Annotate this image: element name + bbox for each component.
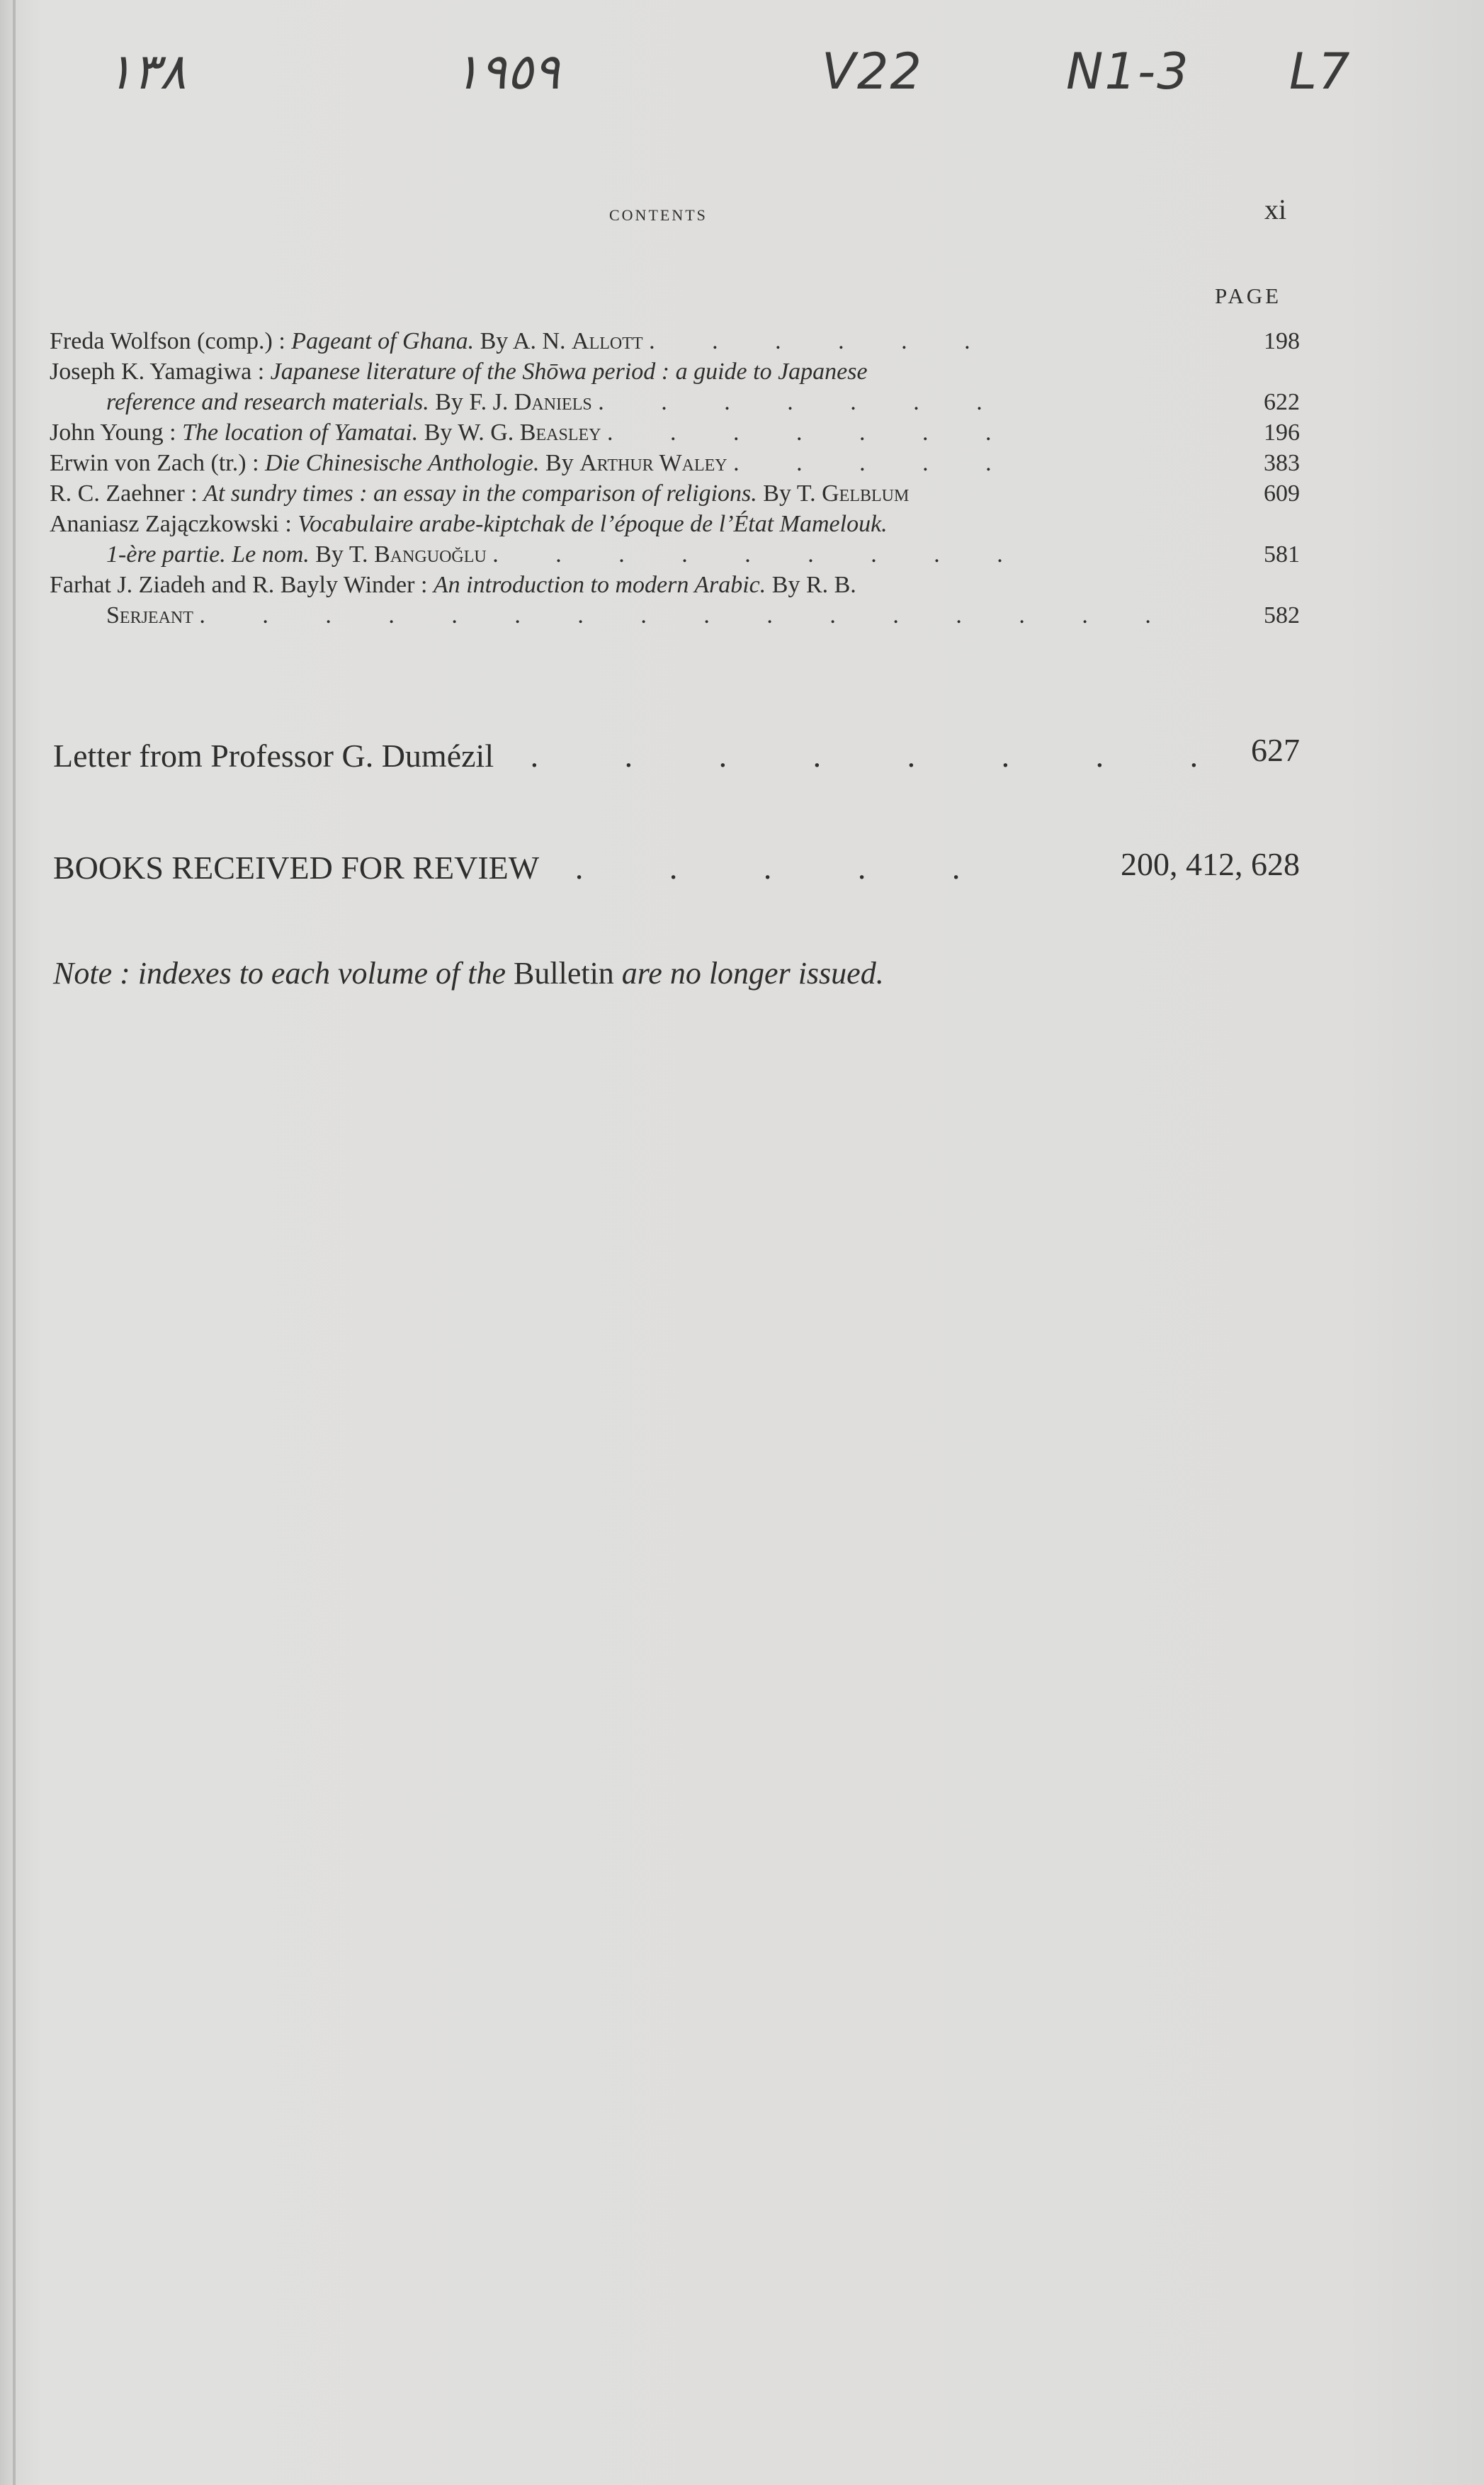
handwritten-annotations xyxy=(0,28,1484,135)
entry-author: John Young : xyxy=(50,419,176,446)
entry-page: 196 xyxy=(1264,419,1300,446)
entry-author: Ananiasz Zajączkowski : xyxy=(50,511,292,537)
page-column-label: PAGE xyxy=(1215,283,1282,308)
handwritten-volume: V22 xyxy=(822,43,923,101)
contents-entry: Ananiasz Zajączkowski : Vocabulaire arabe-kiptchak de l’époque de l’État Mamelouk. 1-ère partie. Le nom. By T. Banguoğlu . . . . . . . . . 581 xyxy=(50,509,1300,570)
page-gutter xyxy=(13,0,16,2485)
entry-page: 609 xyxy=(1264,480,1300,507)
entry-reviewer: Serjeant xyxy=(106,602,193,629)
note: Note : indexes to each volume of the Bulletin are no longer issued. xyxy=(53,956,884,991)
books-received-pages: 200, 412, 628 xyxy=(1121,846,1300,882)
entry-title: Pageant of Ghana. xyxy=(291,328,475,354)
entry-title-continued: 1-ère partie. Le nom. xyxy=(106,541,310,568)
entry-title: At sundry times : an essay in the comparison of religions. xyxy=(203,480,757,507)
entry-page: 198 xyxy=(1264,328,1300,354)
entry-title: Vocabulaire arabe-kiptchak de l’époque de l’État Mamelouk. xyxy=(298,511,888,537)
entry-page: 582 xyxy=(1264,602,1300,629)
contents-entry: Freda Wolfson (comp.) : Pageant of Ghana. By A. N. Allott . . . . . . 198 xyxy=(50,326,1300,356)
letter-line: Letter from Professor G. Dumézil . . . . . . . . 627 xyxy=(53,732,1300,774)
entry-page: 383 xyxy=(1264,450,1300,476)
handwritten-issues: N1-3 xyxy=(1066,43,1190,101)
entry-author: Joseph K. Yamagiwa : xyxy=(50,359,265,385)
entry-reviewer: Banguoğlu xyxy=(374,541,487,568)
handwritten-shelf-mark: L7 xyxy=(1289,43,1352,101)
entry-page: 581 xyxy=(1264,541,1300,568)
entry-reviewer: Gelblum xyxy=(822,480,910,507)
books-received-label: BOOKS RECEIVED FOR REVIEW xyxy=(53,850,539,886)
contents-entry: Joseph K. Yamagiwa : Japanese literature of the Shōwa period : a guide to Japanese reference and research materials. By F. J. Daniels . . . . . . . 622 xyxy=(50,356,1300,417)
entry-title: Die Chinesische Anthologie. xyxy=(265,450,540,476)
entry-author: Freda Wolfson (comp.) : xyxy=(50,328,285,354)
contents-entry: Farhat J. Ziadeh and R. Bayly Winder : An introduction to modern Arabic. By R. B. Serjeant . . . . . . . . . . . . . . . . 582 xyxy=(50,570,1300,631)
entry-author: Erwin von Zach (tr.) : xyxy=(50,450,259,476)
entry-title-continued: reference and research materials. xyxy=(106,389,429,415)
entry-title: Japanese literature of the Shōwa period : a guide to Japanese xyxy=(270,359,868,385)
letter-page: 627 xyxy=(1251,732,1300,768)
entry-author: R. C. Zaehner : xyxy=(50,480,198,507)
running-head: contents xyxy=(609,201,708,225)
contents-list xyxy=(50,326,1300,631)
contents-entry: Erwin von Zach (tr.) : Die Chinesische Anthologie. By Arthur Waley . . . . . 383 xyxy=(50,448,1300,478)
entry-reviewer: Arthur Waley xyxy=(579,450,727,476)
page-number: xi xyxy=(1264,193,1287,225)
books-received-line: BOOKS RECEIVED FOR REVIEW . . . . . 200, 412, 628 xyxy=(53,846,1300,886)
contents-entry: John Young : The location of Yamatai. By W. G. Beasley . . . . . . . 196 xyxy=(50,417,1300,448)
entry-title: The location of Yamatai. xyxy=(182,419,419,446)
entry-reviewer: Daniels xyxy=(514,389,592,415)
contents-entry: R. C. Zaehner : At sundry times : an essay in the comparison of religions. By T. Gelblum 609 xyxy=(50,478,1300,509)
handwritten-year: ١٩٥٩ xyxy=(453,43,560,101)
letter-label: Letter from Professor G. Dumézil xyxy=(53,738,494,774)
entry-author: Farhat J. Ziadeh and R. Bayly Winder : xyxy=(50,572,428,598)
handwritten-number: ١٣٨ xyxy=(106,43,186,101)
entry-page: 622 xyxy=(1264,389,1300,415)
entry-reviewer: Beasley xyxy=(519,419,601,446)
entry-reviewer: Allott xyxy=(572,328,643,354)
entry-title: An introduction to modern Arabic. xyxy=(433,572,766,598)
